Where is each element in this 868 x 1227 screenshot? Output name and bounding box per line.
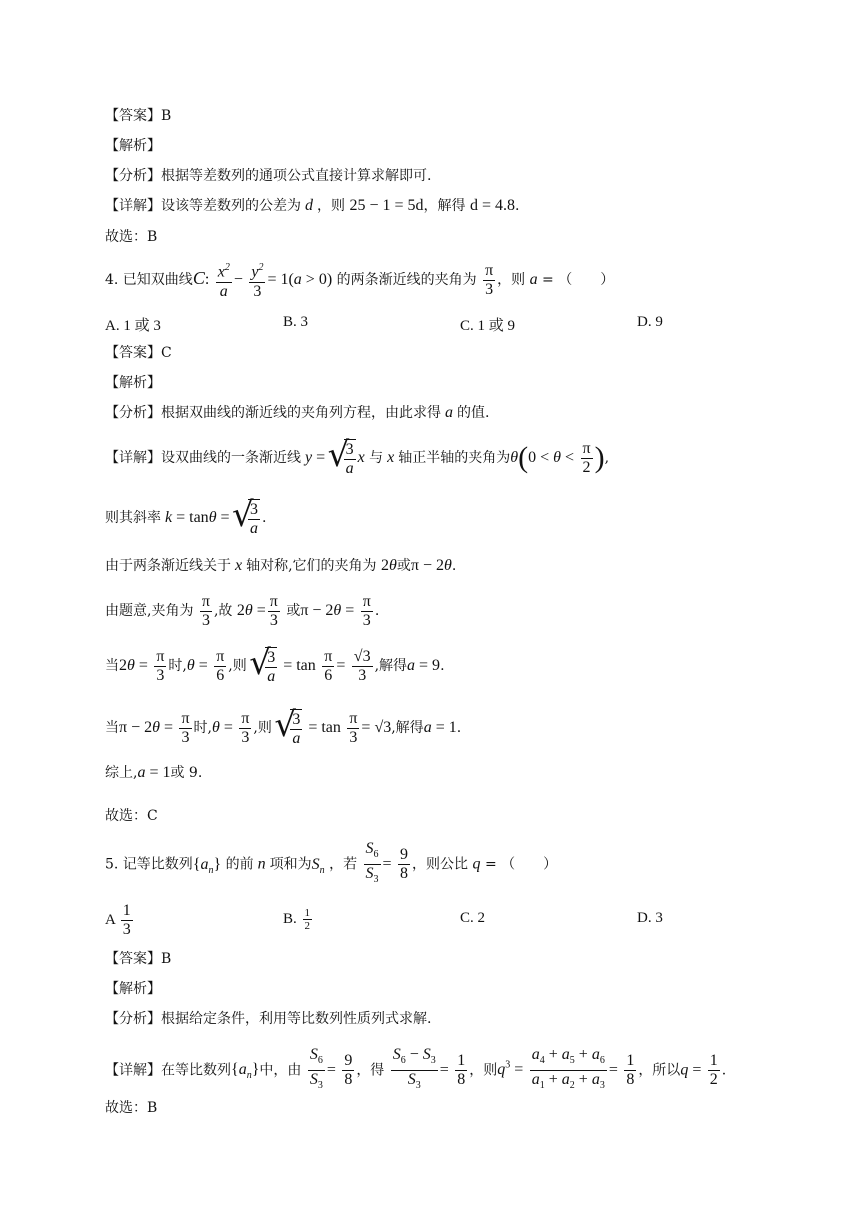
q4-answer: 【答案】C — [105, 345, 172, 361]
q4-option-c: C. 1 或 9 — [460, 318, 516, 334]
q4-stem: 4. 已知双曲线C: $\frac{x^2}{a}$ − $\frac{y^2}{3}$ = 1(a > 0) 的两条渐近线的夹角为 $\frac{\pi}{3}$ ，则 a = （ ） — [105, 258, 614, 301]
q3-xiangjie: 【详解】设该等差数列的公差为 d ，则 25 − 1 = 5d，解得 d = 4.8. — [105, 197, 520, 214]
q5-detail: 【详解】在等比数列$\{a_n\}$中，由 $\frac{S_6}{S_3}$ = $\frac{9}{8}$ ，得 $\frac{S_6 - S_3}{S_3}$ = $\frac{1}{8}$ ，则$q^3$ = $\frac{a_4 + a_5 + a_6}{a_1 + a_2 + a_3}$ = $\frac{1}{8}$ ，所以q = $\frac{1}{2}$ . — [105, 1045, 727, 1092]
q5-answer: 【答案】B — [105, 951, 172, 967]
q4-summary: 综上,a = 1或 9. — [105, 764, 203, 781]
q4-option-b: B. 3 — [283, 314, 309, 330]
q5-option-a: A $\frac{1}{3}$ — [105, 902, 131, 939]
q5-fenxi: 【分析】根据给定条件，利用等比数列性质列式求解. — [105, 1011, 432, 1027]
q4-detail-2: 则其斜率 k = tanθ = √ $\frac{3}{a}$ . — [105, 496, 266, 540]
q3-choose: 故选：B — [105, 229, 158, 245]
q5-stem: 5. 记等比数列$\{a_n\}$ 的前 n 项和为$S_n$ ，若 $\frac{S_6}{S_3}$ = $\frac{9}{8}$ ，则公比 q = （ ） — [105, 840, 558, 886]
q4-fenxi: 【分析】根据双曲线的渐近线的夹角列方程，由此求得 a 的值. — [105, 404, 490, 421]
q5-choose: 故选：B — [105, 1100, 158, 1116]
q4-choose: 故选：C — [105, 808, 158, 824]
q4-analysis-head: 【解析】 — [105, 375, 161, 391]
q5-option-b: B. $\frac{1}{2}$ — [283, 907, 311, 933]
q3-fenxi: 【分析】根据等差数列的通项公式直接计算求解即可. — [105, 168, 432, 184]
q5-option-d: D. 3 — [637, 910, 663, 926]
q5-option-c: C. 2 — [460, 910, 486, 926]
q4-option-d: D. 9 — [637, 314, 663, 330]
q4-detail-4: 由题意,夹角为 $\frac{\pi}{3}$ ,故 2θ = $\frac{\pi}{3}$ 或π − 2θ = $\frac{\pi}{3}$ . — [105, 592, 380, 629]
q3-answer: 【答案】B — [105, 108, 172, 124]
q5-analysis-head: 【解析】 — [105, 981, 161, 997]
q4-detail-5: 当2θ = $\frac{\pi}{3}$ 时,θ = $\frac{\pi}{6}$ ,则 √ $\frac{3}{a}$ = tan $\frac{\pi}{6}$ = $\frac{√3}{3}$ ,解得a = 9. — [105, 644, 445, 688]
q3-analysis-head: 【解析】 — [105, 138, 161, 154]
q4-detail-1: 【详解】设双曲线的一条渐近线 y = √ $\frac{3}{a}$ x 与 x 轴正半轴的夹角为θ(0 < θ < $\frac{\pi}{2}$ ), — [105, 436, 609, 480]
q4-detail-3: 由于两条渐近线关于 x 轴对称,它们的夹角为 2θ或π − 2θ. — [105, 557, 457, 574]
q4-option-a: A. 1 或 3 — [105, 318, 161, 334]
q4-detail-6: 当π − 2θ = $\frac{\pi}{3}$ 时,θ = $\frac{\pi}{3}$ ,则 √ $\frac{3}{a}$ = tan $\frac{\pi}{3}$ = √3,解得a = 1. — [105, 706, 461, 750]
